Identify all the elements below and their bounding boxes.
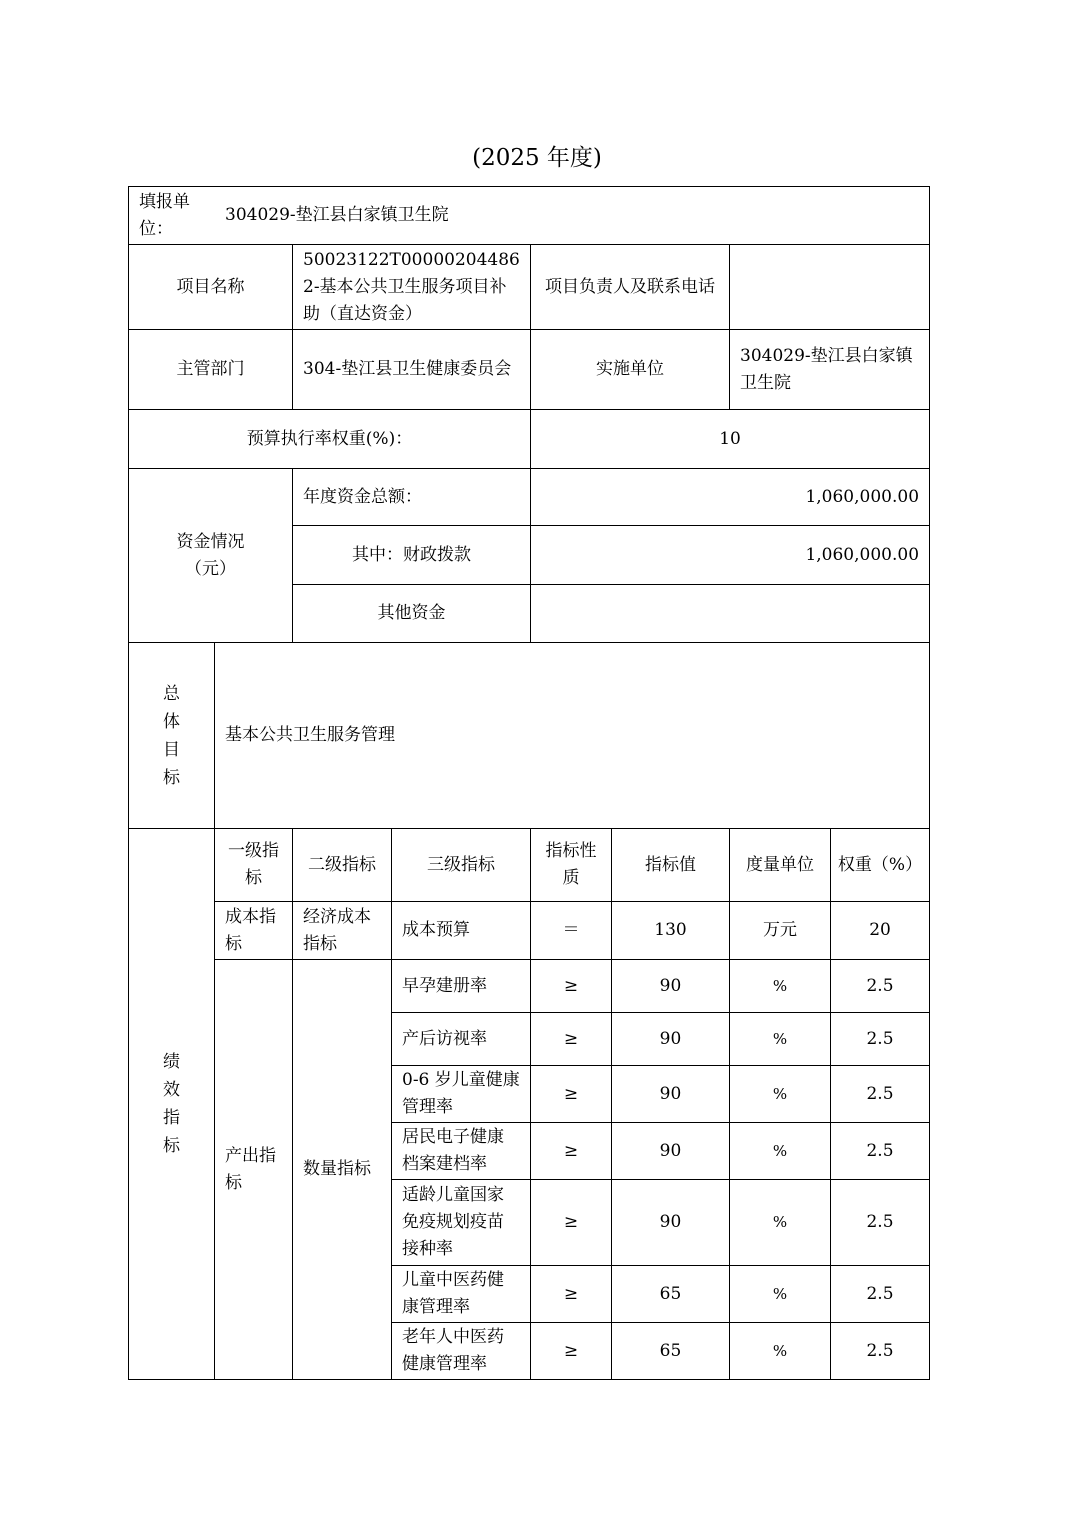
impl-unit-value: 304029-垫江县白家镇卫生院 [730,330,930,410]
contact-value [730,245,930,330]
budget-rate-value: 10 [531,410,930,469]
output-level1: 产出指标 [215,960,293,1380]
header-weight: 权重（%） [831,829,930,902]
indicator-value: 65 [612,1323,730,1380]
indicator-nature: ≥ [531,1323,612,1380]
reporting-unit-row [129,187,930,245]
header-level2: 二级指标 [293,829,392,902]
indicator-name: 适龄儿童国家免疫规划疫苗接种率 [392,1180,531,1266]
funds-other-value [531,585,930,643]
table-row [129,960,930,1013]
indicator-value: 90 [612,1123,730,1180]
indicator-weight: 2.5 [831,1323,930,1380]
cost-unit: 万元 [730,902,831,960]
reporting-unit-value: 304029-垫江县白家镇卫生院 [225,205,449,225]
budget-rate-label: 预算执行率权重(%)： [129,410,531,469]
indicator-weight: 2.5 [831,1123,930,1180]
performance-form-table [128,186,930,1380]
cost-level2: 经济成本指标 [293,902,392,960]
indicator-nature: ≥ [531,960,612,1013]
cost-weight: 20 [831,902,930,960]
funds-label: 资金情况（元） [129,469,293,643]
indicator-name: 0-6 岁儿童健康管理率 [392,1066,531,1123]
indicator-unit: % [730,1323,831,1380]
indicator-name: 产后访视率 [392,1013,531,1066]
cost-level1: 成本指标 [215,902,293,960]
header-level3: 三级指标 [392,829,531,902]
project-name-label: 项目名称 [129,245,293,330]
header-level1: 一级指标 [215,829,293,902]
indicator-name: 儿童中医药健康管理率 [392,1266,531,1323]
indicator-name: 居民电子健康档案建档率 [392,1123,531,1180]
indicator-nature: ≥ [531,1180,612,1266]
indicator-name: 老年人中医药健康管理率 [392,1323,531,1380]
overall-goal-text: 基本公共卫生服务管理 [215,643,930,829]
output-level2: 数量指标 [293,960,392,1380]
contact-label: 项目负责人及联系电话 [531,245,730,330]
header-nature: 指标性质 [531,829,612,902]
indicator-name: 早孕建册率 [392,960,531,1013]
indicator-unit: % [730,1013,831,1066]
indicator-unit: % [730,1180,831,1266]
indicator-weight: 2.5 [831,1180,930,1266]
page-title: (2025 年度) [472,145,602,171]
cost-nature: ＝ [531,902,612,960]
indicator-nature: ≥ [531,1013,612,1066]
cost-value: 130 [612,902,730,960]
header-unit: 度量单位 [730,829,831,902]
dept-value: 304-垫江县卫生健康委员会 [293,330,531,410]
funds-total-label: 年度资金总额： [293,469,531,526]
impl-unit-label: 实施单位 [531,330,730,410]
indicator-unit: % [730,960,831,1013]
overall-goal-label: 总 体 目 标 [129,643,215,829]
dept-label: 主管部门 [129,330,293,410]
funds-total-value: 1,060,000.00 [531,469,930,526]
indicator-value: 90 [612,1066,730,1123]
header-value: 指标值 [612,829,730,902]
reporting-unit-label: 填报单位： [139,191,190,239]
indicator-nature: ≥ [531,1266,612,1323]
funds-fiscal-value: 1,060,000.00 [531,526,930,585]
indicator-unit: % [730,1066,831,1123]
indicator-unit: % [730,1123,831,1180]
indicator-value: 90 [612,960,730,1013]
indicator-nature: ≥ [531,1123,612,1180]
performance-indicators-label: 绩 效 指 标 [129,829,215,1380]
indicator-value: 90 [612,1013,730,1066]
funds-other-label: 其他资金 [293,585,531,643]
indicator-weight: 2.5 [831,1066,930,1123]
funds-fiscal-label: 其中：财政拨款 [293,526,531,585]
indicator-weight: 2.5 [831,1013,930,1066]
project-name-value: 50023122T000002044862-基本公共卫生服务项目补助（直达资金） [293,245,531,330]
indicator-nature: ≥ [531,1066,612,1123]
indicator-value: 90 [612,1180,730,1266]
indicator-weight: 2.5 [831,1266,930,1323]
indicator-weight: 2.5 [831,960,930,1013]
indicator-unit: % [730,1266,831,1323]
cost-level3: 成本预算 [392,902,531,960]
indicator-value: 65 [612,1266,730,1323]
